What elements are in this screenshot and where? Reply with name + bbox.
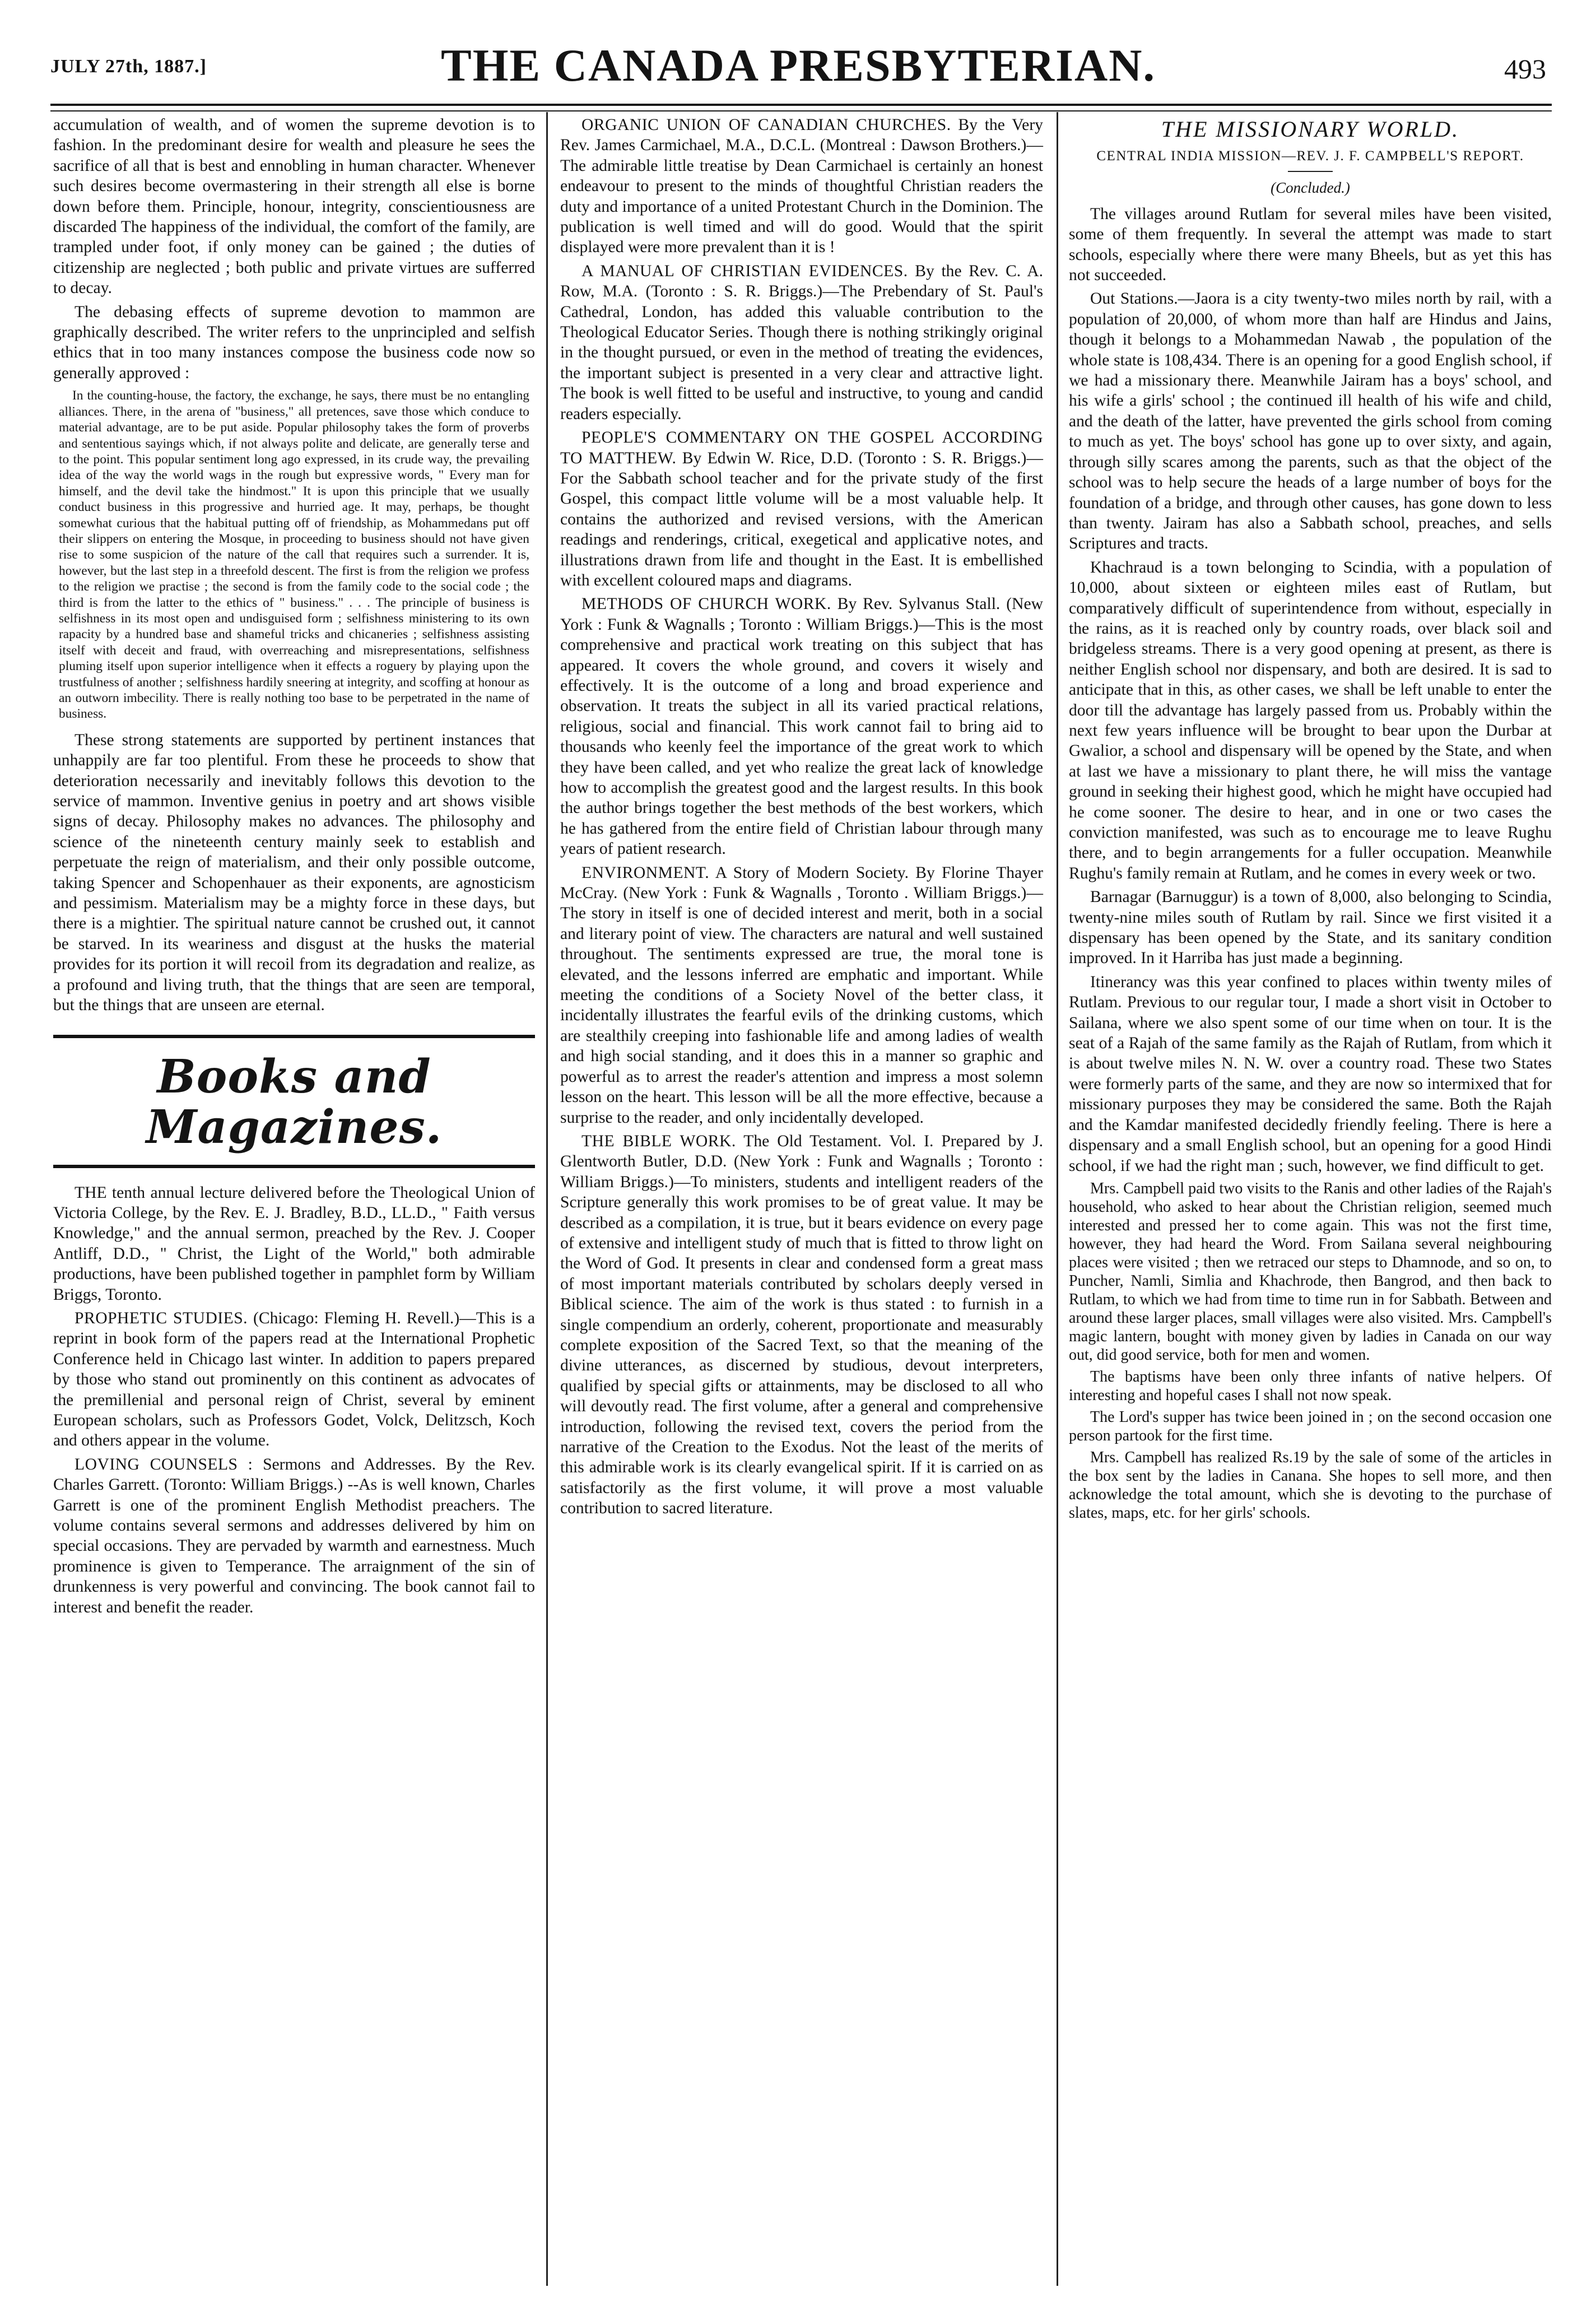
- page-number: 493: [1504, 53, 1546, 85]
- review-text: (Chicago: Fleming H. Revell.)—This is a reprint in book form of the papers read at the International Prophetic Conference held in Chicago last winter. In addition to papers prepared by those who stand out prominently on this continent as advocates of the premillenial and personal reign of Christ, several by eminent European scholars, such as Professors Godet, Volck, Delitzsch, Koch and others appear in the volume.: [53, 1309, 535, 1450]
- article-subtitle: CENTRAL INDIA MISSION—REV. J. F. CAMPBELL'S REPORT.: [1096, 148, 1524, 164]
- review-text: By Rev. Sylvanus Stall. (New York : Funk & Wagnalls ; Toronto : William Briggs.)—This is the most comprehensive and practical work treating on this subject that has appeared. It covers the whole ground, and covers it wisely and effectively. It is the outcome of a long and broad experience and observation. It treats the subject in all its varied practical relations, religious, social and financial. This work cannot fail to bring aid to thousands who keenly feel the importance of the great work to which they have been called, and yet who realize the great lack of knowledge how to accomplish the greatest good and the largest results. In this book the author brings together the best methods of the best workers, which he has gathered from the entire field of Christian labour through many years of patient research.: [560, 595, 1043, 858]
- block-quote: [59, 388, 529, 722]
- column-middle: [560, 115, 1043, 1522]
- review-paragraph: THE tenth annual lecture delivered before the Theological Union of Victoria College, by the Rev. E. J. Bradley, B.D., LL.D., " Faith versus Knowledge," and the annual sermon, preached by the Rev. J. Cooper Antliff, D.D., " Christ, the Light of the World," both admirable productions, have been published together in pamphlet form by William Briggs, Toronto.: [53, 1183, 535, 1304]
- column-divider: [1057, 112, 1058, 2286]
- article-paragraph: The debasing effects of supreme devotion to mammon are graphically described. The writer refers to the unprincipled and selfish ethics that in too many instances compose the business code now so generally approved :: [53, 303, 535, 382]
- quote-text: In the counting-house, the factory, the exchange, he says, there must be no entangling alliances. There, in the arena of "business," all pretences, save those which conduce to material advantage, are to be put aside. Popular philosophy takes the form of proverbs and sententious sayings which, if not always polite and delicate, are generally terse and to the point. This popular sentiment long ago expressed, in its crude way, the prevailing idea of the way the world wags in the rough but expressive words, " Every man for himself, and the devil take the hindmost." It is upon this principle that we usually conduct business in this progressive and hurried age. It may, perhaps, be thought somewhat curious that the habitual putting off of friendship, as Mohammedans put off their slippers on entering the Mosque, in proceeding to business should not have given rise to some suspicion of the nature of the call that requires such a surrender. It is, however, but the last step in a threefold descent. The first is from the religion we profess to the religion we practise ; the second is from the family code to the social code ; the third is from the latter to the ethics of " business." . . . The principle of business is selfishness in its most open and undisguised form ; selfishness ministering to its own rapacity by a hundred base and shameful tricks and chicaneries ; selfishness assisting itself with deceit and fraud, with overreaching and misrepresentations, selfishness pluming itself upon superior intelligence when it effects a roguery by playing upon the trustfulness of another ; selfishness hardily sneering at integrity, and scoffing at honour as an outworn imbecility. There is really nothing too base to be perpetrated in the name of business.: [59, 388, 529, 722]
- review-text: By the Rev. C. A. Row, M.A. (Toronto : S. R. Briggs.)—The Prebendary of St. Paul's Cathedral, London, has added this valuable contribution to the Theological Educator Series. Though there is nothing strikingly original in the thought pursued, or even in the method of treating the evidences, the important subject is presented in a very clear and attractive light. The book is well fitted to be useful and instructive, to young and candid readers especially.: [560, 262, 1043, 423]
- header-rule: [50, 104, 1552, 111]
- page-header: [50, 39, 1546, 106]
- review-title: PEOPLE'S COMMENTARY ON THE GOSPEL ACCORDING TO MATTHEW.: [560, 429, 1043, 467]
- subtitle-rule: [1288, 171, 1333, 172]
- review-paragraph: [53, 1308, 535, 1451]
- newspaper-title: THE CANADA PRESBYTERIAN.: [441, 40, 1156, 91]
- review-text: The Old Testament. Vol. I. Prepared by J. Glentworth Butler, D.D. (New York : Funk and Wagnalls ; Toronto : William Briggs.)—To ministers, students and intelligent readers of the Scripture generally this work promises to be of great value. It may be described as a compilation, it is true, but it bears evidence on every page of extensive and intelligent study of much that is fitted to throw light on the Word of God. It presents in clear and condensed form a great mass of most important materials contributed by scholars deeply versed in Biblical science. The aim of the work is thus stated : to furnish in a single compendium an orderly, coherent, proportionate and measurably complete exposition of the Sacred Text, so that the meaning of the divine utterances, as discerned by studious, devout interpreters, qualified by special gifts or attainments, may be disclosed to all who will devoutly read. The first volume, after a general and comprehensive introduction, following the revised text, covers the period from the narrative of the Creation to the Exodus. Not the least of the merits of this admirable work is its clearly evangelical spirit. If it is carried on as satisfactorily as the first volume, it will prove a most valuable contribution to sacred literature.: [560, 1132, 1043, 1518]
- article-paragraph: Barnagar (Barnuggur) is a town of 8,000, also belonging to Scindia, twenty-nine miles south of Rutlam by rail. Since we first visited it a dispensary has been opened by the State, and its sanitary condition improved. In it Harriba has just made a beginning.: [1069, 888, 1552, 968]
- review-paragraph: [560, 115, 1043, 258]
- article-paragraph: Khachraud is a town belonging to Scindia, with a population of 10,000, about sixteen or eighteen miles east of Rutlam, but comparatively difficult of superintendence from without, especially in the rains, as it is reached only by country roads, over black soil and bridgeless streams. There is a very good opening at present, as there is neither English school nor dispensary, and both are desired. It is sad to anticipate that in this, as other cases, we shall be left unable to enter the door till the advantage has largely passed from us. Probably within the next few years influence will be brought to bear upon the Durbar at Gwalior, a school and dispensary will be opened by the State, and when at last we have a missionary to plant there, he will miss the vantage ground in seeking their highest good, which he might have occupied had he come sooner. The desire to hear, and in one or two cases the conviction manifested, was such as to encourage me to leave Rughu there, and to begin arrangements for a fuller occupation. Meanwhile Rughu's family remain at Rutlam, and he comes in every week or two.: [1069, 558, 1552, 882]
- review-paragraph: [560, 261, 1043, 424]
- review-title: PROPHETIC STUDIES.: [75, 1309, 248, 1327]
- review-text: A Story of Modern Society. By Florine Thayer McCray. (New York : Funk & Wagnalls , Toronto . William Briggs.)—The story in itself is one of decided interest and merit, both in a social and literary point of view. The characters are natural and well sustained throughout. The sentiments expressed are true, the moral tone is elevated, and the lessons inferred are emphatic and important. While meeting the conditions of a Society Novel of the better class, it incidentally illustrates the fearful evils of the drinking customs, which are stealthily creeping into fashionable life and among ladies of wealth and high social standing, and it does this in a manner so graphic and powerful as to arrest the reader's attention and impress a most solemn lesson on the heart. This lesson will be all the more effective, because a surprise to the reader, and only incidentally developed.: [560, 863, 1043, 1127]
- review-paragraph: [560, 427, 1043, 591]
- article-paragraph: Itinerancy was this year confined to places within twenty miles of Rutlam. Previous to our regular tour, I made a short visit in October to Sailana, where we also spent some of our time when on tour. It is the seat of a Rajah of the same family as the Rajah of Rutlam, from which it is about twelve miles N. N. W. over a country road. These two States were formerly parts of the same, and they are now so intermixed that for missionary purposes they may be considered the same. Both the Rajah and the Kamdar manifested decidedly friendly feeling. There is here a dispensary and a small English school, but an opening for a good Hindi school, if we had the right man ; such, however, we find difficult to get.: [1069, 973, 1552, 1175]
- review-text: By Edwin W. Rice, D.D. (Toronto : S. R. Briggs.)—For the Sabbath school teacher and for the private study of the first Gospel, this compact little volume will be a most valuable help. It contains the authorized and revised versions, with the American readings and renderings, critical, exegetical and applicative notes, and illustrations drawn from life and thought in the East. It is embellished with excellent coloured maps and diagrams.: [560, 449, 1043, 589]
- article-paragraph: The baptisms have been only three infants of native helpers. Of interesting and hopeful cases I shall not now speak.: [1069, 1368, 1552, 1404]
- review-title: LOVING COUNSELS :: [75, 1455, 253, 1473]
- article-paragraph: Out Stations.—Jaora is a city twenty-two miles north by rail, with a population of 20,000, of whom more than half are Hindus and Jains, though it belongs to a Mohammedan Nawab , the population of the whole state is 108,434. There is an opening for a good English school, if we had a missionary there. Meanwhile Jairam has a boys' school, and his wife a girls' school ; the continued ill health of his wife and child, and the death of the latter, have prevented the girls school from coming to much as yet. The boys' school has gone up to over sixty, and again, through silly scares among the parents, such as that the object of the school was to help secure the heads of a large number of boys for the foundation of a bridge, and through other causes, has gone down to less than twenty. Jairam has also a Sabbath school, preaches, and sells Scriptures and tracts.: [1069, 290, 1552, 553]
- column-right: [1069, 115, 1552, 1526]
- review-title: ORGANIC UNION OF CANADIAN CHURCHES.: [581, 116, 951, 134]
- article-paragraph: Mrs. Campbell has realized Rs.19 by the sale of some of the articles in the box sent by the ladies in Canana. She hopes to sell more, and then acknowledge the total amount, which she is devoting to the purchase of slates, maps, etc. for her girls' schools.: [1069, 1448, 1552, 1522]
- column-divider: [546, 112, 548, 2286]
- header-date: JULY 27th, 1887.]: [50, 56, 207, 77]
- concluded-label: (Concluded.): [1271, 179, 1350, 197]
- review-title: ENVIRONMENT.: [581, 863, 710, 882]
- review-text: Sermons and Addresses. By the Rev. Charles Garrett. (Toronto: William Briggs.) --As is well known, Charles Garrett is one of the prominent English Methodist preachers. The volume contains several sermons and addresses delivered by him on special occasions. They are pervaded by warmth and earnestness. Much prominence is given to Temperance. The arraignment of the sin of drunkenness is very powerful and convincing. The book cannot fail to interest and benefit the reader.: [53, 1455, 535, 1616]
- column-left: [53, 115, 535, 1621]
- review-title: THE BIBLE WORK.: [581, 1132, 736, 1150]
- review-paragraph: [53, 1454, 535, 1617]
- article-paragraph: Mrs. Campbell paid two visits to the Ranis and other ladies of the Rajah's household, who asked to hear about the Christian religion, seemed much interested and pressed her to come again. This was not the first time, however, they had heard the Word. From Sailana several neighbouring places were visited ; then we retraced our steps to Dhamnode, and so on, to Puncher, Namli, Simlia and Khachrode, then Bangrod, and then back to Rutlam, to which we had from time to time run in for Sabbath. Between and around these larger places, small villages were also visited. Mrs. Campbell's magic lantern, bought with money given by ladies in Canada on our way out, did good service, both for men and women.: [1069, 1179, 1552, 1364]
- article-paragraph: accumulation of wealth, and of women the supreme devotion is to fashion. In the predominant desire for wealth and pleasure he sees the sacrifice of all that is best and ennobling in human character. Whenever such desires become overmastering in their strength all else is borne down before them. Principle, honour, integrity, conscientiousness are discarded The happiness of the individual, the comfort of the family, are trampled under foot, if only money can be gained ; the duties of citizenship are neglected ; both public and private virtues are sufferred to decay.: [53, 116, 535, 297]
- article-paragraph: The villages around Rutlam for several miles have been visited, some of them frequently. In several the attempt was made to start schools, especially where there were many Bheels, but as yet this has not succeeded.: [1069, 204, 1552, 285]
- review-paragraph: [560, 594, 1043, 859]
- article-paragraph: The Lord's supper has twice been joined in ; on the second occasion one person partook for the first time.: [1069, 1408, 1552, 1444]
- review-title: METHODS OF CHURCH WORK.: [581, 595, 831, 613]
- review-title: A MANUAL OF CHRISTIAN EVIDENCES.: [581, 262, 908, 280]
- section-heading-missionary-world: THE MISSIONARY WORLD.: [1161, 117, 1460, 142]
- review-paragraph: [560, 1131, 1043, 1519]
- section-heading-books-and-magazines: Books and Magazines.: [53, 1035, 535, 1168]
- review-text: By the Very Rev. James Carmichael, M.A., D.C.L. (Montreal : Dawson Brothers.)—The admirable little treatise by Dean Carmichael is certainly an honest endeavour to present to the minds of thoughtful Christian readers the duty and importance of a united Protestant Church in the Dominion. The publication is well timed and will do good. Would that the spirit displayed were more prevalent than it is !: [560, 116, 1043, 257]
- review-paragraph: [560, 863, 1043, 1128]
- article-paragraph: These strong statements are supported by pertinent instances that unhappily are far too plentiful. From these he proceeds to show that deterioration necessarily and inevitably follows this devotion to the service of mammon. Inventive genius in poetry and art shows visible signs of decay. Philosophy makes no advances. The philosophy and science of the nineteenth century mainly seek to establish and perpetuate the reign of materialism, and their only possible outcome, taking Spencer and Schopenhauer as their exponents, are agnosticism and pessimism. Materialism may be a mighty force in these days, but there is a mightier. The spiritual nature cannot be crushed out, it cannot be starved. In its weariness and disgust at the husks the material provides for its portion it will recoil from its degradation and realize, as a profound and living truth, that the things that are seen are temporal, but the things that are unseen are eternal.: [53, 731, 535, 1015]
